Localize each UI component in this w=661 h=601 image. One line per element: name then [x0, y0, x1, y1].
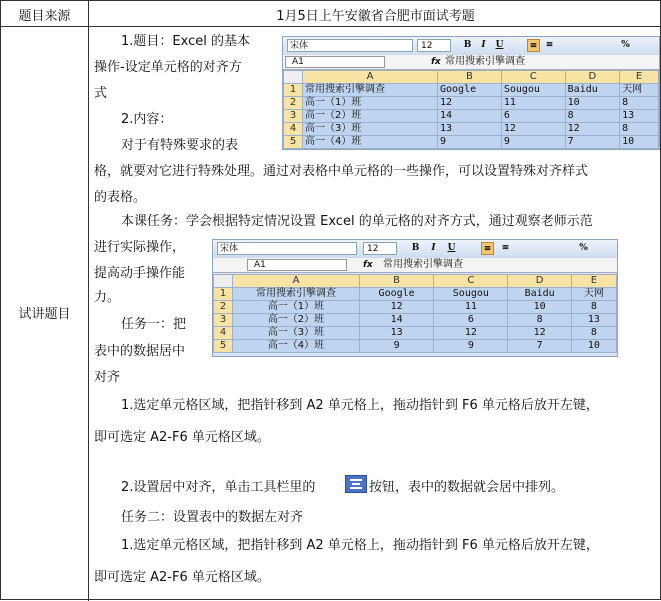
cell[interactable]: 高一（2）班 — [233, 314, 360, 327]
text-line: 即可选定 A2-F6 单元格区域。 — [94, 570, 270, 585]
row-header[interactable]: 5 — [284, 136, 303, 149]
col-header[interactable]: E — [571, 275, 616, 288]
text-line: 对于有特殊要求的表 — [121, 138, 239, 153]
cell[interactable]: 高一（2）班 — [303, 110, 438, 123]
cell[interactable]: 高一（1）班 — [303, 97, 438, 110]
excel-toolbar — [283, 37, 659, 56]
table-row — [214, 314, 617, 327]
text-line: 2.设置居中对齐，单击工具栏里的 — [121, 480, 316, 495]
table-row — [214, 340, 617, 353]
text-line: 本课任务：学会根据特定情况设置 Excel 的单元格的对齐方式，通过观察老师示范 — [121, 214, 593, 229]
text-line: 2.内容： — [121, 112, 173, 127]
cell[interactable]: 6 — [501, 110, 565, 123]
cell[interactable]: 8 — [620, 123, 659, 136]
cell[interactable]: 11 — [501, 97, 565, 110]
table-row — [284, 123, 659, 136]
cell[interactable]: 10 — [508, 301, 571, 314]
col-header[interactable]: C — [501, 71, 565, 84]
col-header[interactable]: B — [438, 71, 502, 84]
cell[interactable]: Sougou — [434, 288, 508, 301]
text-line: 1.选定单元格区域，把指针移到 A2 单元格上，拖动指针到 F6 单元格后放开左键， — [121, 538, 599, 553]
italic-button[interactable]: I — [481, 40, 486, 50]
cell[interactable]: 天网 — [571, 288, 616, 301]
name-box[interactable]: A1 — [285, 56, 385, 68]
row-header[interactable]: 3 — [284, 110, 303, 123]
cell[interactable]: 7 — [508, 340, 571, 353]
side-label: 试讲题目 — [18, 307, 71, 322]
excel-toolbar — [213, 240, 617, 259]
col-header[interactable]: E — [620, 71, 659, 84]
cell[interactable]: 高一（1）班 — [233, 301, 360, 314]
text-line: 任务一：把 — [121, 317, 187, 332]
cell[interactable]: 10 — [620, 136, 659, 149]
text-line: 1.选定单元格区域，把指针移到 A2 单元格上，拖动指针到 F6 单元格后放开左键， — [121, 398, 599, 413]
center-align-button[interactable]: ≡ — [527, 39, 540, 52]
cell[interactable]: 14 — [438, 110, 502, 123]
header-divider — [1, 26, 661, 27]
cell[interactable]: 常用搜索引擎调查 — [233, 288, 360, 301]
table-row — [214, 288, 617, 301]
bold-button[interactable]: B — [411, 243, 420, 253]
row-header[interactable]: 2 — [214, 301, 233, 314]
text-line: 力。 — [94, 290, 121, 305]
cell[interactable]: 8 — [565, 110, 620, 123]
font-name-select[interactable]: 宋体 — [217, 242, 357, 255]
cell[interactable]: 11 — [434, 301, 508, 314]
cell[interactable]: 8 — [620, 97, 659, 110]
fx-icon: fx — [431, 57, 441, 67]
cell[interactable]: Sougou — [501, 84, 565, 97]
cell[interactable]: 13 — [620, 110, 659, 123]
text-line: 任务二：设置表中的数据左对齐 — [121, 510, 304, 525]
table-row — [284, 97, 659, 110]
header-source-value: 1月5日上午安徽省合肥市面试考题 — [276, 9, 475, 24]
col-header[interactable]: D — [565, 71, 620, 84]
underline-button[interactable]: U — [447, 243, 456, 253]
row-header[interactable]: 4 — [284, 123, 303, 136]
col-header[interactable]: C — [434, 275, 508, 288]
text-line: 1.题目：Excel 的基本 — [121, 34, 250, 49]
table-row — [214, 327, 617, 340]
text-line: 即可选定 A2-F6 单元格区域。 — [94, 430, 270, 445]
cell[interactable]: 9 — [434, 340, 508, 353]
text-line: 按钮，表中的数据就会居中排列。 — [369, 480, 565, 495]
col-header[interactable]: A — [303, 71, 438, 84]
text-line: 提高动手操作能 — [94, 266, 186, 281]
cell[interactable]: 高一（3）班 — [303, 123, 438, 136]
text-line: 式 — [94, 86, 108, 101]
cell[interactable]: 天网 — [620, 84, 659, 97]
cell[interactable]: 10 — [571, 340, 616, 353]
underline-button[interactable]: U — [495, 40, 504, 50]
cell[interactable]: 12 — [565, 123, 620, 136]
right-align-button[interactable]: ≡ — [501, 243, 510, 253]
cell[interactable]: 高一（3）班 — [233, 327, 360, 340]
text-line: 进行实际操作， — [94, 240, 186, 255]
cell[interactable]: 常用搜索引擎调查 — [303, 84, 438, 97]
text-line: 的表格。 — [94, 190, 147, 205]
center-align-button[interactable]: ≡ — [481, 242, 494, 255]
text-line: 操作-设定单元格的对齐方 — [94, 60, 242, 75]
cell[interactable]: 7 — [565, 136, 620, 149]
table-row — [214, 301, 617, 314]
cell[interactable]: Google — [438, 84, 502, 97]
corner-cell — [214, 275, 233, 288]
row-header[interactable]: 4 — [214, 327, 233, 340]
formula-value: 常用搜索引擎调查 — [445, 56, 525, 67]
cell[interactable]: 6 — [434, 314, 508, 327]
cell[interactable]: 12 — [438, 97, 502, 110]
cell[interactable]: 9 — [501, 136, 565, 149]
excel-screenshot — [282, 36, 660, 150]
cell[interactable]: Baidu — [508, 288, 571, 301]
excel-screenshot-centered — [212, 239, 618, 357]
cell[interactable]: 8 — [571, 327, 616, 340]
col-header[interactable]: A — [233, 275, 360, 288]
font-size-select[interactable]: 12 — [363, 242, 397, 255]
table-row — [284, 84, 659, 97]
cell[interactable]: 9 — [438, 136, 502, 149]
cell[interactable]: 高一（4）班 — [303, 136, 438, 149]
cell[interactable]: 12 — [434, 327, 508, 340]
excel-grid — [283, 70, 659, 149]
row-header[interactable]: 2 — [284, 97, 303, 110]
italic-button[interactable]: I — [431, 243, 436, 253]
cell[interactable]: 8 — [508, 314, 571, 327]
cell[interactable]: 13 — [571, 314, 616, 327]
table-row — [284, 110, 659, 123]
formula-bar — [213, 258, 617, 273]
percent-button[interactable]: % — [579, 243, 588, 253]
excel-grid — [213, 274, 617, 353]
corner-cell — [284, 71, 303, 84]
header-source-label: 题目来源 — [18, 9, 71, 24]
col-header[interactable]: D — [508, 275, 571, 288]
cell[interactable]: 12 — [501, 123, 565, 136]
text-line: 对齐 — [94, 370, 121, 385]
row-header[interactable]: 5 — [214, 340, 233, 353]
percent-button[interactable]: % — [621, 40, 630, 50]
cell[interactable]: 13 — [360, 327, 434, 340]
font-size-select[interactable]: 12 — [417, 39, 451, 52]
text-line: 格，就要对它进行特殊处理。通过对表格中单元格的一些操作，可以设置特殊对齐样式 — [94, 164, 589, 179]
col-header[interactable]: B — [360, 275, 434, 288]
cell[interactable]: 10 — [565, 97, 620, 110]
row-header[interactable]: 3 — [214, 314, 233, 327]
fx-icon: fx — [363, 260, 373, 270]
cell[interactable]: 12 — [360, 301, 434, 314]
row-header[interactable]: 1 — [214, 288, 233, 301]
right-align-button[interactable]: ≡ — [545, 40, 554, 50]
cell[interactable]: 13 — [438, 123, 502, 136]
cell[interactable]: Google — [360, 288, 434, 301]
font-name-select[interactable]: 宋体 — [287, 39, 413, 52]
cell[interactable]: 14 — [360, 314, 434, 327]
center-align-icon — [345, 475, 367, 493]
cell[interactable]: 8 — [571, 301, 616, 314]
name-box[interactable]: A1 — [247, 259, 347, 271]
row-header[interactable]: 1 — [284, 84, 303, 97]
table-row — [284, 136, 659, 149]
cell[interactable]: Baidu — [565, 84, 620, 97]
formula-value: 常用搜索引擎调查 — [383, 259, 463, 270]
text-line: 表中的数据居中 — [94, 344, 186, 359]
formula-bar — [283, 55, 659, 70]
cell[interactable]: 12 — [508, 327, 571, 340]
bold-button[interactable]: B — [463, 40, 472, 50]
column-divider — [88, 1, 89, 601]
cell[interactable]: 高一（4）班 — [233, 340, 360, 353]
cell[interactable]: 9 — [360, 340, 434, 353]
